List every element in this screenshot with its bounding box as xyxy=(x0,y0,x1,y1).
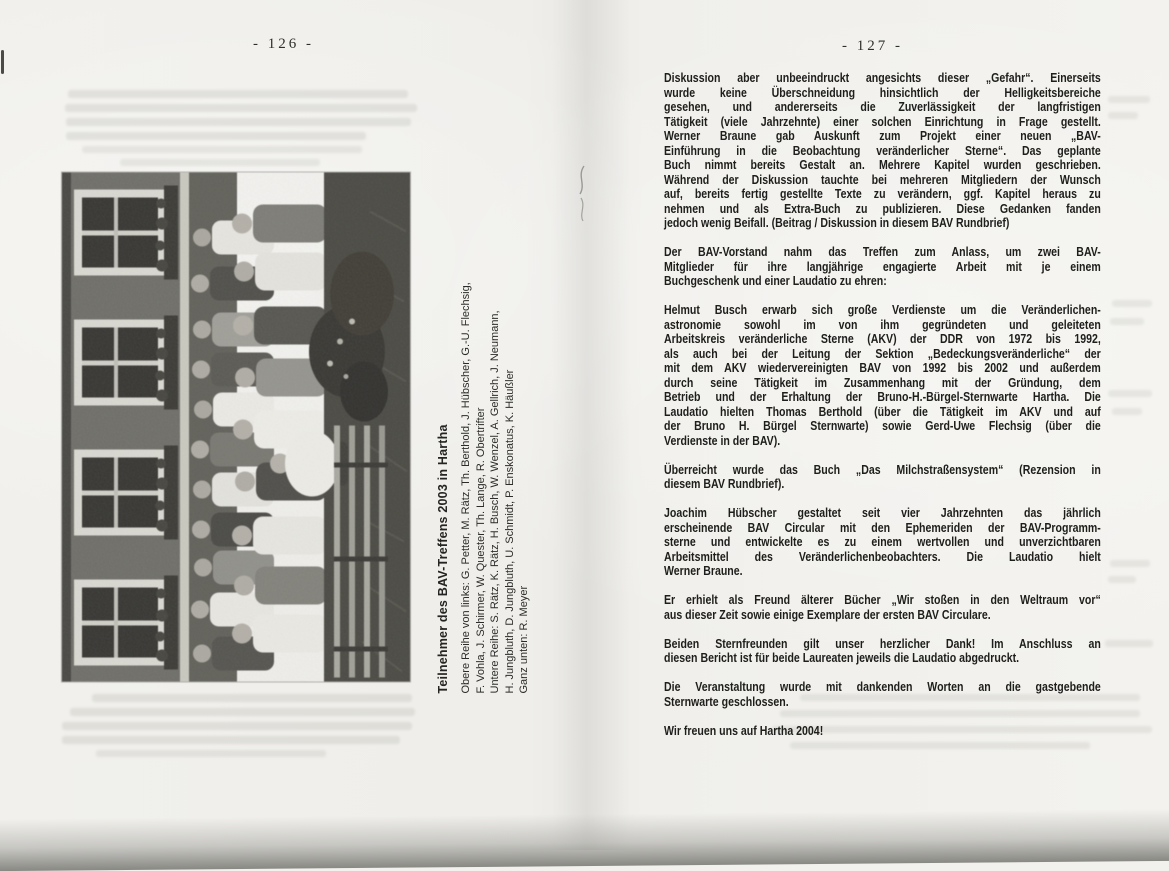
text-line: Buchgeschenk und einer Laudatio zu ehren: xyxy=(664,274,887,288)
page-127-text-column xyxy=(664,71,1101,753)
text-line: aus dieser Zeit sowie einige Exemplare der ersten BAV Circulare. xyxy=(664,607,991,622)
photo-caption-title: Teilnehmer des BAV-Treffens 2003 in Hartha xyxy=(436,423,450,693)
caption-line: Untere Reihe: S. Rätz, K. Rätz, H. Busch, W. Wenzel, A. Gellrich, J. Neumann, xyxy=(489,309,501,693)
text-line: Werner Braune gab Auskunft zum Projekt einer neuen „BAV- xyxy=(664,129,1101,143)
text-line: Die Veranstaltung wurde mit dankenden Worten an die gastgebende xyxy=(664,680,1101,694)
gutter-hair-mark xyxy=(574,164,590,224)
paragraph xyxy=(664,303,1101,448)
text-line: Diskussion aber unbeeindruckt angesichts dieser „Gefahr“. Einerseits xyxy=(664,71,1101,85)
group-photo xyxy=(62,172,410,681)
text-line: Einführung in die Beobachtung veränderlicher Sterne“. Das geplante xyxy=(664,143,1101,158)
text-line: Betrieb und der Erhaltung der Bruno-H.-Bürgel-Sternwarte Hartha. Die xyxy=(664,390,1101,404)
scan-edge-mark xyxy=(1,50,4,74)
caption-line: H. Jungbluth, D. Jungbluth, U. Schmidt, P. Enskonatus, K. Häußler xyxy=(503,369,516,693)
text-line: sterne und entwickelte es zu einem wertvollen und unverzichtbaren xyxy=(664,535,1101,549)
text-line: Joachim Hübscher gestaltet seit vier Jahrzehnten das jährlich xyxy=(664,506,1101,520)
paragraph xyxy=(664,724,1101,739)
text-line: Beiden Sternfreunden gilt unser herzlicher Dank! Im Anschluss an xyxy=(664,636,1101,651)
text-line: als auch bei der Leitung der Sektion „Bedeckungsveränderliche“ der xyxy=(664,346,1101,361)
text-line: astronomie sowohl im von ihm gegründeten und geleiteten xyxy=(664,317,1101,332)
text-line: Arbeitsmittel des Veränderlichenbeobachters. Die Laudatio hielt xyxy=(664,549,1101,564)
text-line: Während der Diskussion tauchte bei mehreren Mitgliedern der Wunsch xyxy=(664,172,1101,187)
page-number-right: - 127 - xyxy=(842,38,903,54)
text-line: Sternwarte geschlossen. xyxy=(664,694,789,709)
paragraph xyxy=(664,593,1101,622)
text-line: jedoch wenig Beifall. (Beitrag / Diskussion in diesem BAV Rundbrief) xyxy=(664,216,1010,230)
page-number-left: - 126 - xyxy=(253,36,314,52)
text-line: wurde keine Überschneidung hinsichtlich der Helligkeitsbereiche xyxy=(664,85,1101,100)
page-curl-shadow xyxy=(0,809,1169,871)
caption-line: Ganz unten: R. Meyer xyxy=(518,585,530,693)
paragraph xyxy=(664,637,1101,666)
text-line: Laudatio hielten Thomas Berthold (über die Tätigkeit im AKV und auf xyxy=(664,404,1101,419)
text-line: Helmut Busch erwarb sich große Verdienste um die Veränderlichen- xyxy=(664,303,1101,317)
paragraph xyxy=(664,463,1101,492)
paragraph xyxy=(664,506,1101,579)
text-line: Der BAV-Vorstand nahm das Treffen zum Anlass, um zwei BAV- xyxy=(664,245,1101,259)
text-line: Werner Braune. xyxy=(664,564,743,578)
paragraph xyxy=(664,71,1101,231)
text-line: Verdienste in der BAV). xyxy=(664,433,781,448)
text-line: Er erhielt als Freund älterer Bücher „Wir stoßen in den Weltraum vor“ xyxy=(664,593,1101,607)
text-line: diesem BAV Rundbrief). xyxy=(664,477,785,491)
text-line: gesehen, und andererseits die Zuverlässigkeit der langfristigen xyxy=(664,100,1101,114)
paragraph xyxy=(664,680,1101,709)
text-line: auf, bereits fertig gestellte Texte zu verändern, ggf. Kapitel heraus zu xyxy=(664,187,1101,201)
text-line: Überreicht wurde das Buch „Das Milchstraßensystem“ (Rezension in xyxy=(664,462,1101,477)
text-line: Buch nimmt bereits Gestalt an. Mehrere Kapitel wurden geschrieben. xyxy=(664,158,1101,172)
caption-line: F. Vohla, J. Schirmer, W. Quester, Th. Lange, R. Obertrifter xyxy=(474,407,487,693)
group-photo-image xyxy=(62,172,410,681)
caption-line: Obere Reihe von links: G. Petter, M. Rätz, Th. Berthold, J. Hübscher, G.-U. Flechsig, xyxy=(460,281,472,693)
paragraph xyxy=(664,245,1101,289)
text-line: durch seine Tätigkeit im Zusammenhang mit der Gründung, dem xyxy=(664,375,1101,390)
text-line: diesen Bericht ist für beide Laureaten jeweils die Laudatio abgedruckt. xyxy=(664,651,1020,665)
text-line: Wir freuen uns auf Hartha 2004! xyxy=(664,723,824,738)
text-line: nehmen und als Extra-Buch zu publizieren. Diese Gedanken fanden xyxy=(664,201,1101,216)
photo-caption xyxy=(436,166,564,693)
text-line: Mitglieder für ihre langjährige engagierte Arbeit mit je einem xyxy=(664,259,1101,274)
text-line: mit dem AKV wiedervereinigten BAV von 1992 bis 2002 und außerdem xyxy=(664,361,1101,375)
text-line: Arbeitskreis veränderliche Sterne (AKV) der DDR von 1972 bis 1992, xyxy=(664,332,1101,346)
text-line: der Bruno H. Bürgel Sternwarte) sowie Gerd-Uwe Flechsig (über die xyxy=(664,419,1101,433)
text-line: Tätigkeit (viele Jahrzehnte) einer solchen Einrichtung in Frage gestellt. xyxy=(664,114,1101,129)
text-line: erscheinende BAV Circular mit den Ephemeriden der BAV-Programm- xyxy=(664,520,1101,535)
photo-caption-names xyxy=(459,166,532,693)
